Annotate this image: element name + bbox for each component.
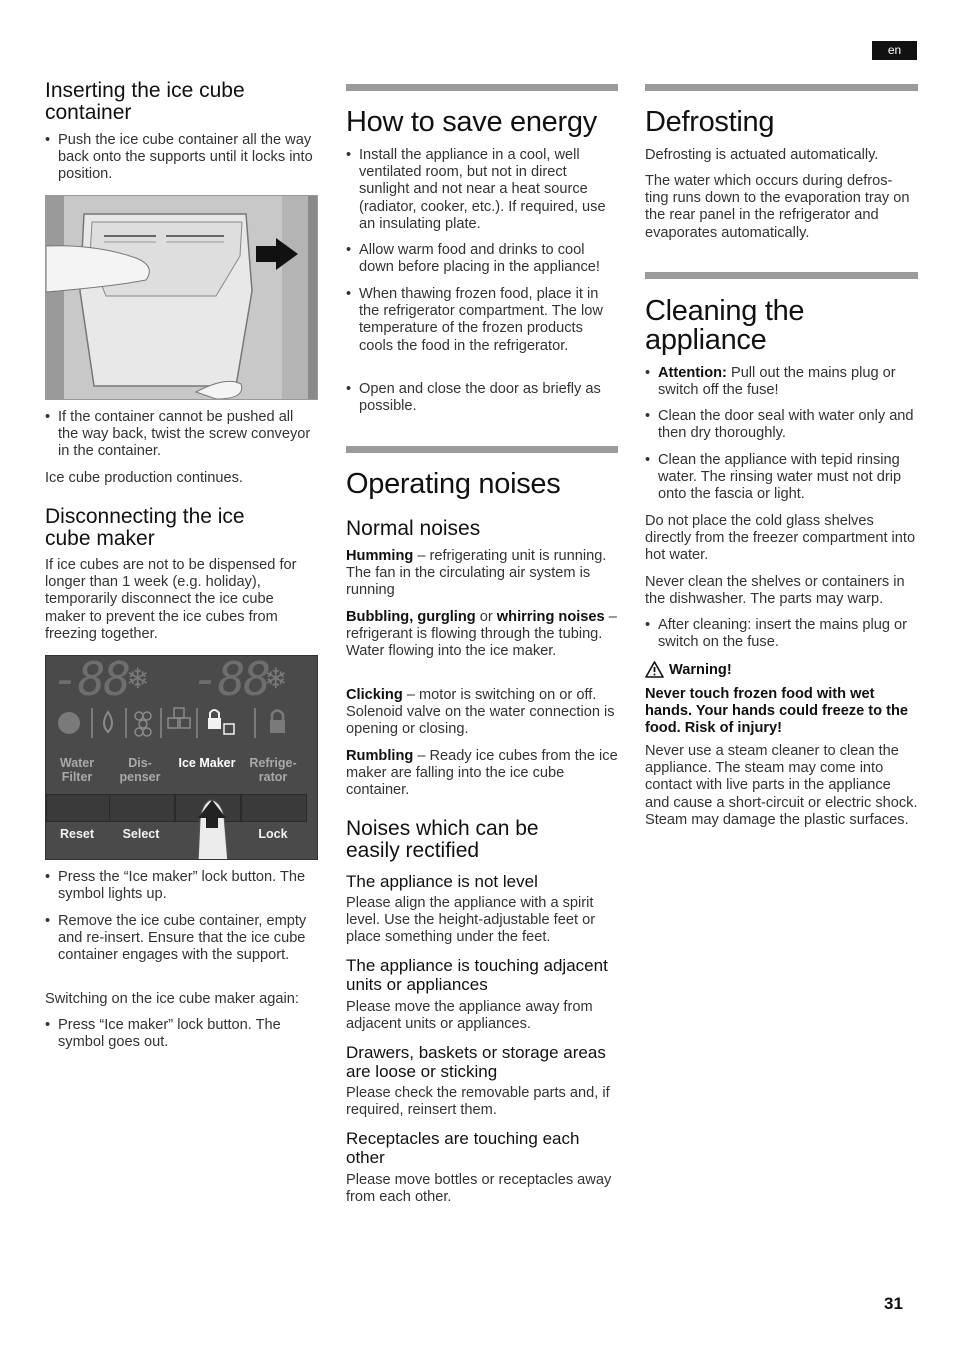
heading-not-level: The appliance is not level bbox=[346, 872, 538, 891]
label-refrigerator: Refrige- rator bbox=[249, 756, 297, 784]
twist-bullet: • If the container cannot be pushed all the way back, twist the screw conveyor in the container. bbox=[45, 409, 317, 461]
section-rule bbox=[645, 84, 918, 91]
clicking-text: Clicking – motor is switching on or off. Solenoid valve on the water connection is opening or closing. bbox=[346, 687, 615, 738]
section-rule bbox=[346, 84, 618, 91]
heading-operating-noises: Operating noises bbox=[346, 468, 561, 500]
after-cleaning-bullet: • After cleaning: insert the mains plug or switch on the fuse. bbox=[645, 617, 918, 651]
warning-title: Warning! bbox=[669, 661, 732, 678]
lock-button[interactable] bbox=[241, 794, 307, 822]
dishwasher-text: Never clean the shelves or containers in the dishwasher. The parts may warp. bbox=[645, 574, 905, 608]
reset-button[interactable] bbox=[46, 794, 110, 822]
level-text: Please align the appliance with a spirit level. Use the height-adjustable feet or place something under the feet. bbox=[346, 895, 596, 946]
display-right: -88 bbox=[192, 655, 270, 706]
press2-bullet: • Press “Ice maker” lock button. The symbol goes out. bbox=[45, 1017, 317, 1051]
heading-touching: The appliance is touching adjacent units or appliances bbox=[346, 956, 608, 994]
humming-text: Humming – refrigerating unit is running. The fan in the circulating air system is running bbox=[346, 548, 607, 599]
ice-container-illustration bbox=[46, 196, 317, 399]
select-label: Select bbox=[122, 827, 160, 841]
heading-receptacles: Receptacles are touching each other bbox=[346, 1129, 580, 1167]
heading-drawers: Drawers, baskets or storage areas are loose or sticking bbox=[346, 1043, 606, 1081]
heading-inserting: Inserting the ice cube container bbox=[45, 79, 245, 124]
rumbling-text: Rumbling – Ready ice cubes from the ice maker are falling into the ice cube container. bbox=[346, 748, 618, 799]
switching-text: Switching on the ice cube maker again: bbox=[45, 991, 299, 1007]
heading-normal-noises: Normal noises bbox=[346, 517, 481, 540]
panel-button-row bbox=[46, 794, 317, 822]
drawers-text: Please check the removable parts and, if required, reinsert them. bbox=[346, 1085, 610, 1119]
ice-container-photo bbox=[45, 195, 318, 400]
defrost-text-1: Defrosting is actuated automatically. bbox=[645, 147, 879, 163]
panel-icons bbox=[46, 702, 317, 762]
heading-rectified: Noises which can be easily rectified bbox=[346, 817, 539, 862]
heading-save-energy: How to save energy bbox=[346, 106, 597, 138]
warning-bold-text: Never touch frozen food with wet hands. Your hands could freeze to the food. Risk of injury! bbox=[645, 686, 908, 737]
language-badge: en bbox=[872, 41, 917, 60]
section-rule bbox=[645, 272, 918, 279]
warning-header bbox=[645, 661, 918, 678]
energy-bullet-3: • When thawing frozen food, place it in the refrigerator compartment. The low temperature of the frozen products cools the food in the refrigerator. bbox=[346, 286, 618, 355]
insert-bullet: • Push the ice cube container all the way back onto the supports until it locks into position. bbox=[45, 132, 317, 184]
label-dispenser: Dis- penser bbox=[119, 756, 161, 784]
label-water-filter: Water Filter bbox=[59, 756, 95, 784]
heading-cleaning: Cleaning the appliance bbox=[645, 295, 805, 356]
production-text: Ice cube production continues. bbox=[45, 470, 243, 486]
section-rule bbox=[346, 446, 618, 453]
display-left: -88 bbox=[52, 655, 130, 706]
shelves-text: Do not place the cold glass shelves directly from the freezer compartment into hot water. bbox=[645, 513, 916, 564]
lock-label: Lock bbox=[258, 827, 288, 841]
bubbling-text: Bubbling, gurgling or whirring noises – refrigerant is flowing through the tubing. Water flowing into the ice maker. bbox=[346, 609, 617, 660]
steam-text: Never use a steam cleaner to clean the appliance. The steam may come into contact with live parts in the appliance and cause a short-circuit or electric shock. Steam may damage the plastic surfaces. bbox=[645, 743, 918, 828]
energy-bullet-2: • Allow warm food and drinks to cool down before placing in the appliance! bbox=[346, 242, 618, 276]
warning-triangle-icon bbox=[645, 661, 664, 678]
heading-defrosting: Defrosting bbox=[645, 106, 775, 138]
attention-bullet: • Attention: Pull out the mains plug or switch off the fuse! bbox=[645, 365, 918, 399]
defrost-text-2: The water which occurs during defros- ting runs down to the evaporation tray on the rear panel in the refrigerator and evaporates automatically. bbox=[645, 173, 910, 241]
disconnect-text: If ice cubes are not to be dispensed for longer than 1 week (e.g. holiday), temporarily disconnect the ice cube maker to prevent the ice cubes from freezing together. bbox=[45, 557, 297, 642]
control-panel bbox=[45, 655, 318, 860]
snowflake-icon-2: ❄ bbox=[264, 663, 288, 694]
receptacles-text: Please move bottles or receptacles away from each other. bbox=[346, 1172, 612, 1206]
energy-bullet-1: • Install the appliance in a cool, well ventilated room, but not in direct sunlight and not near a heat source (radiator, cooker, etc.). If required, use an insulating plate. bbox=[346, 147, 618, 233]
pressing-finger-icon bbox=[188, 794, 238, 860]
tepid-water-bullet: • Clean the appliance with tepid rinsing water. The rinsing water must not drip onto the fascia or light. bbox=[645, 452, 918, 504]
door-seal-bullet: • Clean the door seal with water only and then dry thoroughly. bbox=[645, 408, 918, 442]
page-number: 31 bbox=[884, 1294, 903, 1313]
energy-bullet-4: • Open and close the door as briefly as possible. bbox=[346, 381, 618, 415]
reset-label: Reset bbox=[59, 827, 95, 841]
label-ice-maker: Ice Maker bbox=[178, 756, 236, 770]
heading-disconnecting: Disconnecting the ice cube maker bbox=[45, 505, 245, 550]
snowflake-icon: ❄ bbox=[126, 663, 150, 694]
touching-text: Please move the appliance away from adjacent units or appliances. bbox=[346, 999, 593, 1033]
press-bullet: • Press the “Ice maker” lock button. The symbol lights up. bbox=[45, 869, 317, 903]
remove-bullet: • Remove the ice cube container, empty and re-insert. Ensure that the ice cube container engages with the support. bbox=[45, 913, 317, 965]
select-button[interactable] bbox=[109, 794, 175, 822]
